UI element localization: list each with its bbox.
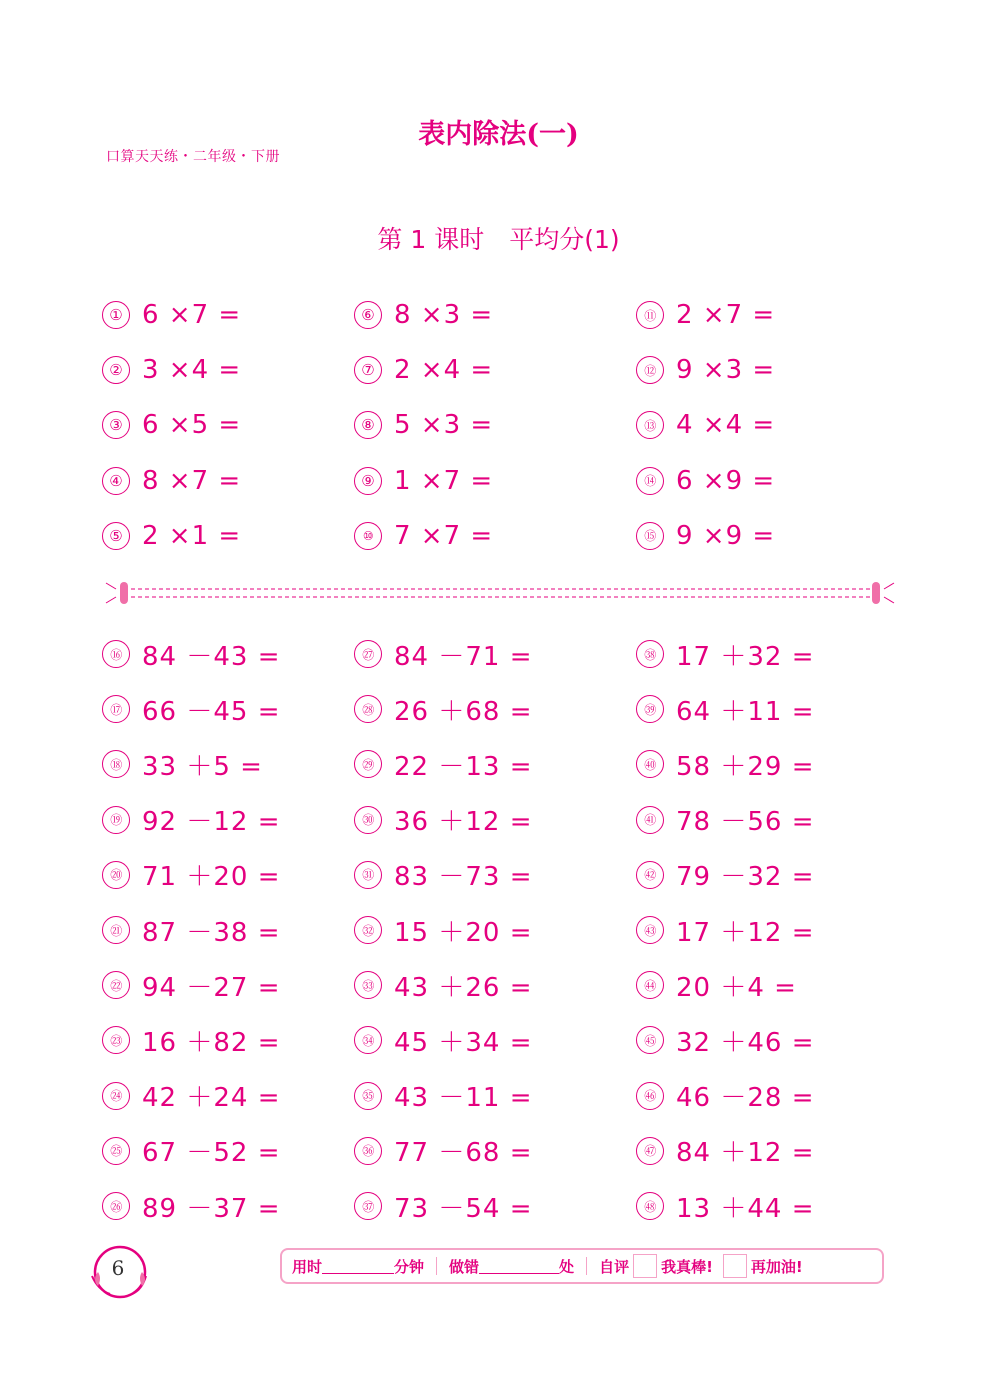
problem-item bbox=[636, 967, 797, 1003]
errors-blank[interactable] bbox=[479, 1259, 559, 1274]
problem-number: ㊶ bbox=[636, 806, 664, 834]
problem-expression: 22 －13 = bbox=[394, 751, 533, 782]
problem-item bbox=[354, 1188, 532, 1224]
problem-expression: 45 ＋34 = bbox=[394, 1027, 533, 1058]
problem-expression: 9 ×9 = bbox=[676, 520, 776, 551]
problem-expression: 2 ×1 = bbox=[142, 520, 242, 551]
problem-item bbox=[354, 1078, 532, 1114]
problem-item bbox=[354, 691, 532, 727]
problem-item bbox=[636, 297, 775, 333]
problem-expression: 2 ×4 = bbox=[394, 355, 494, 386]
problem-expression: 89 －37 = bbox=[142, 1193, 281, 1224]
problem-item bbox=[354, 463, 493, 499]
problem-number: ㊴ bbox=[636, 695, 664, 723]
problem-expression: 5 ×3 = bbox=[394, 410, 494, 441]
problem-expression: 84 ＋12 = bbox=[676, 1138, 815, 1169]
problem-item bbox=[102, 407, 241, 443]
problem-expression: 3 ×4 = bbox=[142, 355, 242, 386]
problem-item bbox=[636, 691, 814, 727]
problem-item bbox=[636, 1133, 814, 1169]
problem-expression: 43 ＋26 = bbox=[394, 972, 533, 1003]
problem-item bbox=[102, 746, 263, 782]
problem-expression: 58 ＋29 = bbox=[676, 751, 815, 782]
problem-number: ④ bbox=[102, 467, 130, 495]
problem-item bbox=[102, 352, 241, 388]
problem-expression: 71 ＋20 = bbox=[142, 862, 281, 893]
problem-expression: 84 －43 = bbox=[142, 641, 281, 672]
problem-item bbox=[636, 1078, 814, 1114]
problem-number: ㉘ bbox=[354, 695, 382, 723]
problem-number: ㉝ bbox=[354, 971, 382, 999]
try-again-checkbox[interactable] bbox=[723, 1254, 747, 1278]
problem-number: ⑦ bbox=[354, 356, 382, 384]
problem-number: ㊻ bbox=[636, 1082, 664, 1110]
self-check-bar bbox=[280, 1248, 884, 1284]
problem-number: ㊷ bbox=[636, 861, 664, 889]
problem-expression: 32 ＋46 = bbox=[676, 1027, 815, 1058]
great-checkbox[interactable] bbox=[633, 1254, 657, 1278]
problem-expression: 1 ×7 = bbox=[394, 465, 494, 496]
problem-item bbox=[102, 463, 241, 499]
problem-item bbox=[636, 352, 775, 388]
problem-expression: 42 ＋24 = bbox=[142, 1083, 281, 1114]
problem-expression: 78 －56 = bbox=[676, 807, 815, 838]
problem-number: ⑮ bbox=[636, 522, 664, 550]
problem-number: ㊺ bbox=[636, 1026, 664, 1054]
lesson-title: 第 1 课时 平均分(1) bbox=[377, 225, 620, 254]
problem-number: ㉒ bbox=[102, 971, 130, 999]
problem-expression: 26 ＋68 = bbox=[394, 696, 533, 727]
problem-number: ㊼ bbox=[636, 1137, 664, 1165]
problem-expression: 4 ×4 = bbox=[676, 410, 776, 441]
problem-item bbox=[354, 746, 532, 782]
problem-item bbox=[636, 802, 814, 838]
problem-item bbox=[354, 1022, 532, 1058]
problem-expression: 9 ×3 = bbox=[676, 355, 776, 386]
problem-item bbox=[102, 518, 241, 554]
problem-item bbox=[636, 407, 775, 443]
problem-expression: 36 ＋12 = bbox=[394, 807, 533, 838]
problem-item bbox=[102, 1022, 280, 1058]
problem-expression: 43 －11 = bbox=[394, 1083, 533, 1114]
problem-number: ㊵ bbox=[636, 750, 664, 778]
problem-item bbox=[636, 912, 814, 948]
problem-item bbox=[354, 407, 493, 443]
try-again-label: 再加油! bbox=[750, 1257, 803, 1276]
problem-item bbox=[102, 912, 280, 948]
problem-expression: 15 ＋20 = bbox=[394, 917, 533, 948]
problem-item bbox=[636, 746, 814, 782]
problem-expression: 17 ＋32 = bbox=[676, 641, 815, 672]
problem-expression: 73 －54 = bbox=[394, 1193, 533, 1224]
problem-number: ⑫ bbox=[636, 356, 664, 384]
errors-label: 做错 bbox=[449, 1257, 480, 1276]
problem-item bbox=[636, 1188, 814, 1224]
problem-number: ㉓ bbox=[102, 1026, 130, 1054]
problem-number: ⑪ bbox=[636, 301, 664, 329]
problem-expression: 94 －27 = bbox=[142, 972, 281, 1003]
problem-expression: 6 ×9 = bbox=[676, 465, 776, 496]
problem-number: ㉕ bbox=[102, 1137, 130, 1165]
problem-item bbox=[636, 857, 814, 893]
footer-separator bbox=[436, 1257, 437, 1275]
problem-expression: 87 －38 = bbox=[142, 917, 281, 948]
problem-expression: 79 －32 = bbox=[676, 862, 815, 893]
problem-expression: 6 ×7 = bbox=[142, 300, 242, 330]
problem-expression: 6 ×5 = bbox=[142, 410, 242, 441]
problem-number: ㊳ bbox=[636, 640, 664, 668]
problem-number: ③ bbox=[102, 411, 130, 439]
problem-item bbox=[102, 1188, 280, 1224]
problem-expression: 83 －73 = bbox=[394, 862, 533, 893]
self-eval-label: 自评 bbox=[599, 1257, 630, 1276]
problem-expression: 77 －68 = bbox=[394, 1138, 533, 1169]
problem-number: ㉖ bbox=[102, 1192, 130, 1220]
problem-item bbox=[354, 352, 493, 388]
problem-number: ㊹ bbox=[636, 971, 664, 999]
problem-item bbox=[102, 1133, 280, 1169]
problem-number: ⑭ bbox=[636, 467, 664, 495]
problem-item bbox=[354, 857, 532, 893]
problem-number: ㉜ bbox=[354, 916, 382, 944]
problem-item bbox=[354, 967, 532, 1003]
problem-item bbox=[354, 802, 532, 838]
problem-expression: 67 －52 = bbox=[142, 1138, 281, 1169]
problem-item bbox=[354, 518, 493, 554]
problem-item bbox=[354, 912, 532, 948]
page-number: 6 bbox=[111, 1256, 125, 1280]
problem-expression: 8 ×7 = bbox=[142, 465, 242, 496]
problem-number: ㉚ bbox=[354, 806, 382, 834]
problem-number: ㊲ bbox=[354, 1192, 382, 1220]
problem-item bbox=[102, 297, 241, 333]
minutes-label: 分钟 bbox=[394, 1257, 425, 1276]
problem-number: ⑱ bbox=[102, 750, 130, 778]
problem-item bbox=[636, 636, 814, 672]
problem-expression: 33 ＋5 = bbox=[142, 751, 263, 782]
problem-number: ① bbox=[102, 301, 130, 329]
problem-number: ⑬ bbox=[636, 411, 664, 439]
footer-separator bbox=[586, 1257, 587, 1275]
problem-expression: 84 －71 = bbox=[394, 641, 533, 672]
problem-item bbox=[102, 802, 280, 838]
problem-item bbox=[636, 1022, 814, 1058]
time-blank[interactable] bbox=[322, 1259, 394, 1274]
problem-number: ⑲ bbox=[102, 806, 130, 834]
time-label: 用时 bbox=[292, 1257, 323, 1276]
places-label: 处 bbox=[559, 1257, 575, 1276]
problem-item bbox=[102, 857, 280, 893]
problem-expression: 66 －45 = bbox=[142, 696, 281, 727]
problem-item bbox=[354, 636, 532, 672]
problem-number: ⑰ bbox=[102, 695, 130, 723]
problem-number: ㉟ bbox=[354, 1082, 382, 1110]
problem-number: ⑨ bbox=[354, 467, 382, 495]
problem-item bbox=[636, 463, 775, 499]
problem-item bbox=[102, 1078, 280, 1114]
problem-item bbox=[354, 1133, 532, 1169]
problem-expression: 17 ＋12 = bbox=[676, 917, 815, 948]
problem-number: ㉑ bbox=[102, 916, 130, 944]
problem-expression: 8 ×3 = bbox=[394, 300, 494, 330]
problem-expression: 46 －28 = bbox=[676, 1083, 815, 1114]
problem-number: ⑤ bbox=[102, 522, 130, 550]
problem-item bbox=[102, 691, 280, 727]
chapter-title: 表内除法(一) bbox=[418, 119, 579, 150]
problem-item bbox=[354, 297, 493, 333]
problem-number: ㊸ bbox=[636, 916, 664, 944]
problem-number: ⑳ bbox=[102, 861, 130, 889]
problem-expression: 64 ＋11 = bbox=[676, 696, 815, 727]
problem-item bbox=[636, 518, 775, 554]
problem-number: ⑯ bbox=[102, 640, 130, 668]
problem-expression: 20 ＋4 = bbox=[676, 972, 797, 1003]
problem-expression: 92 －12 = bbox=[142, 807, 281, 838]
problem-expression: 13 ＋44 = bbox=[676, 1193, 815, 1224]
problem-number: ㉔ bbox=[102, 1082, 130, 1110]
problem-expression: 2 ×7 = bbox=[676, 300, 776, 330]
problem-item bbox=[102, 636, 280, 672]
problem-number: ㊽ bbox=[636, 1192, 664, 1220]
problem-number: ⑥ bbox=[354, 301, 382, 329]
great-label: 我真棒! bbox=[661, 1257, 713, 1276]
problem-number: ㉛ bbox=[354, 861, 382, 889]
problem-number: ㉙ bbox=[354, 750, 382, 778]
problem-number: ② bbox=[102, 356, 130, 384]
section-divider bbox=[104, 578, 896, 608]
problem-number: ⑧ bbox=[354, 411, 382, 439]
problem-number: ㉞ bbox=[354, 1026, 382, 1054]
problem-number: ㉗ bbox=[354, 640, 382, 668]
book-name: 口算天天练・二年级・下册 bbox=[106, 149, 280, 165]
problem-number: ㊱ bbox=[354, 1137, 382, 1165]
problem-expression: 7 ×7 = bbox=[394, 520, 494, 551]
problem-number: ⑩ bbox=[354, 522, 382, 550]
problem-item bbox=[102, 967, 280, 1003]
problem-expression: 16 ＋82 = bbox=[142, 1027, 281, 1058]
